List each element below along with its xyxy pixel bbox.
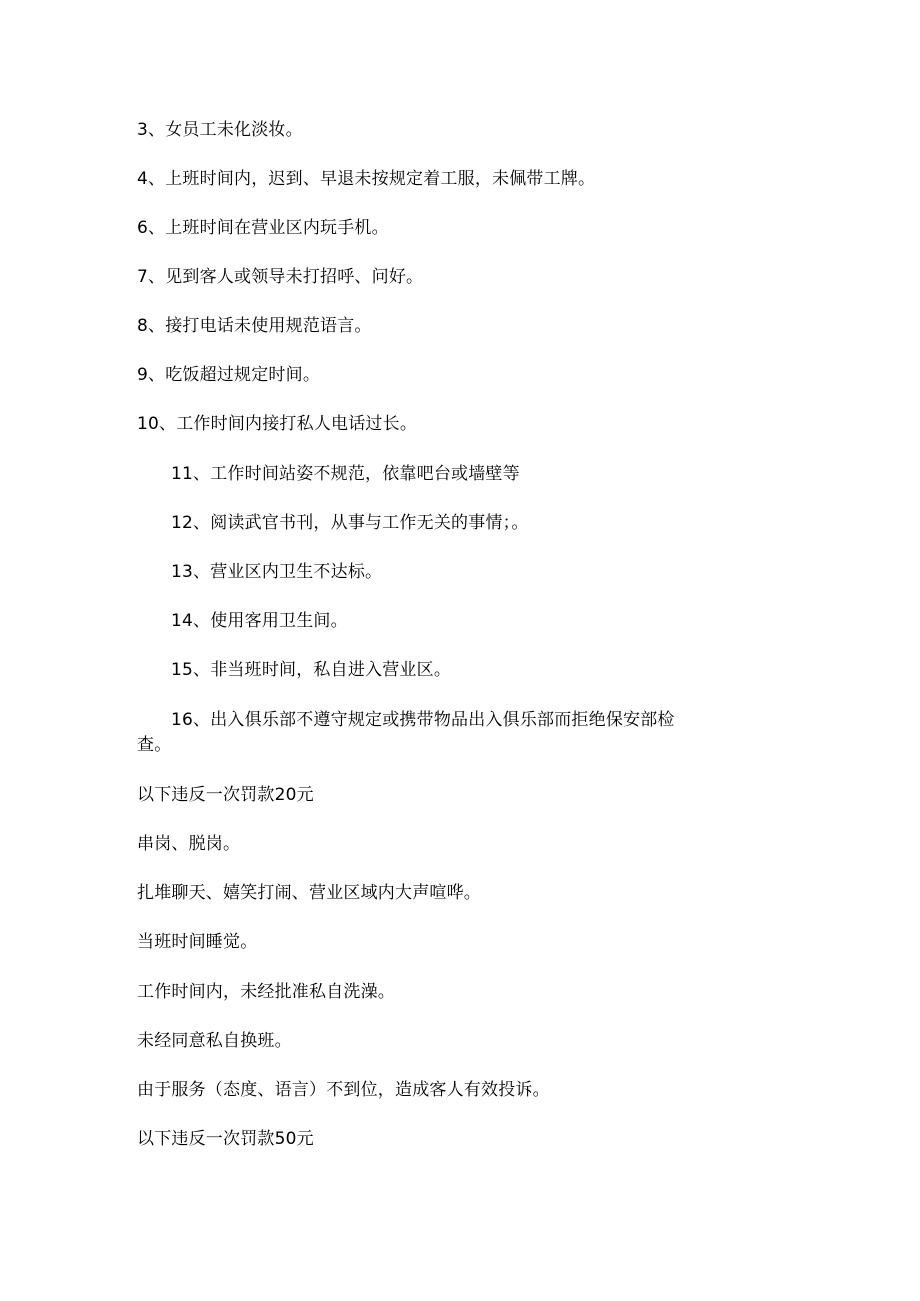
fine-item-2: 扎堆聊天、嬉笑打闹、营业区域内大声喧哗。 (137, 883, 481, 903)
rule-item-13: 13、营业区内卫生不达标。 (171, 562, 383, 582)
fine-item-4: 工作时间内，未经批准私自洗澡。 (137, 982, 395, 1002)
rule-item-3: 3、女员工未化淡妆。 (137, 120, 303, 140)
rule-item-8: 8、接打电话未使用规范语言。 (137, 316, 372, 336)
rule-item-14: 14、使用客用卫生间。 (171, 611, 348, 631)
rule-item-4: 4、上班时间内，迟到、早退未按规定着工服，未佩带工牌。 (137, 169, 596, 189)
section-heading-50-yuan: 以下违反一次罚款50元 (137, 1129, 314, 1149)
rule-item-11: 11、工作时间站姿不规范，依靠吧台或墙壁等 (171, 464, 520, 484)
fine-item-6: 由于服务（态度、语言）不到位，造成客人有效投诉。 (137, 1080, 550, 1100)
section-heading-20-yuan: 以下违反一次罚款20元 (137, 785, 314, 805)
fine-item-1: 串岗、脱岗。 (137, 834, 241, 854)
rule-item-12: 12、阅读武官书刊，从事与工作无关的事情；。 (171, 513, 529, 533)
rule-item-16: 16、出入俱乐部不遵守规定或携带物品出入俱乐部而拒绝保安部检 (171, 710, 675, 730)
rule-item-9: 9、吃饭超过规定时间。 (137, 365, 321, 385)
fine-item-3: 当班时间睡觉。 (137, 932, 258, 952)
rule-item-15: 15、非当班时间，私自进入营业区。 (171, 660, 452, 680)
rule-item-7: 7、见到客人或领导未打招呼、问好。 (137, 267, 424, 287)
rule-item-16-continuation: 查。 (137, 735, 172, 755)
fine-item-5: 未经同意私自换班。 (137, 1031, 292, 1051)
rule-item-10: 10、工作时间内接打私人电话过长。 (137, 414, 418, 434)
rule-item-6: 6、上班时间在营业区内玩手机。 (137, 218, 389, 238)
